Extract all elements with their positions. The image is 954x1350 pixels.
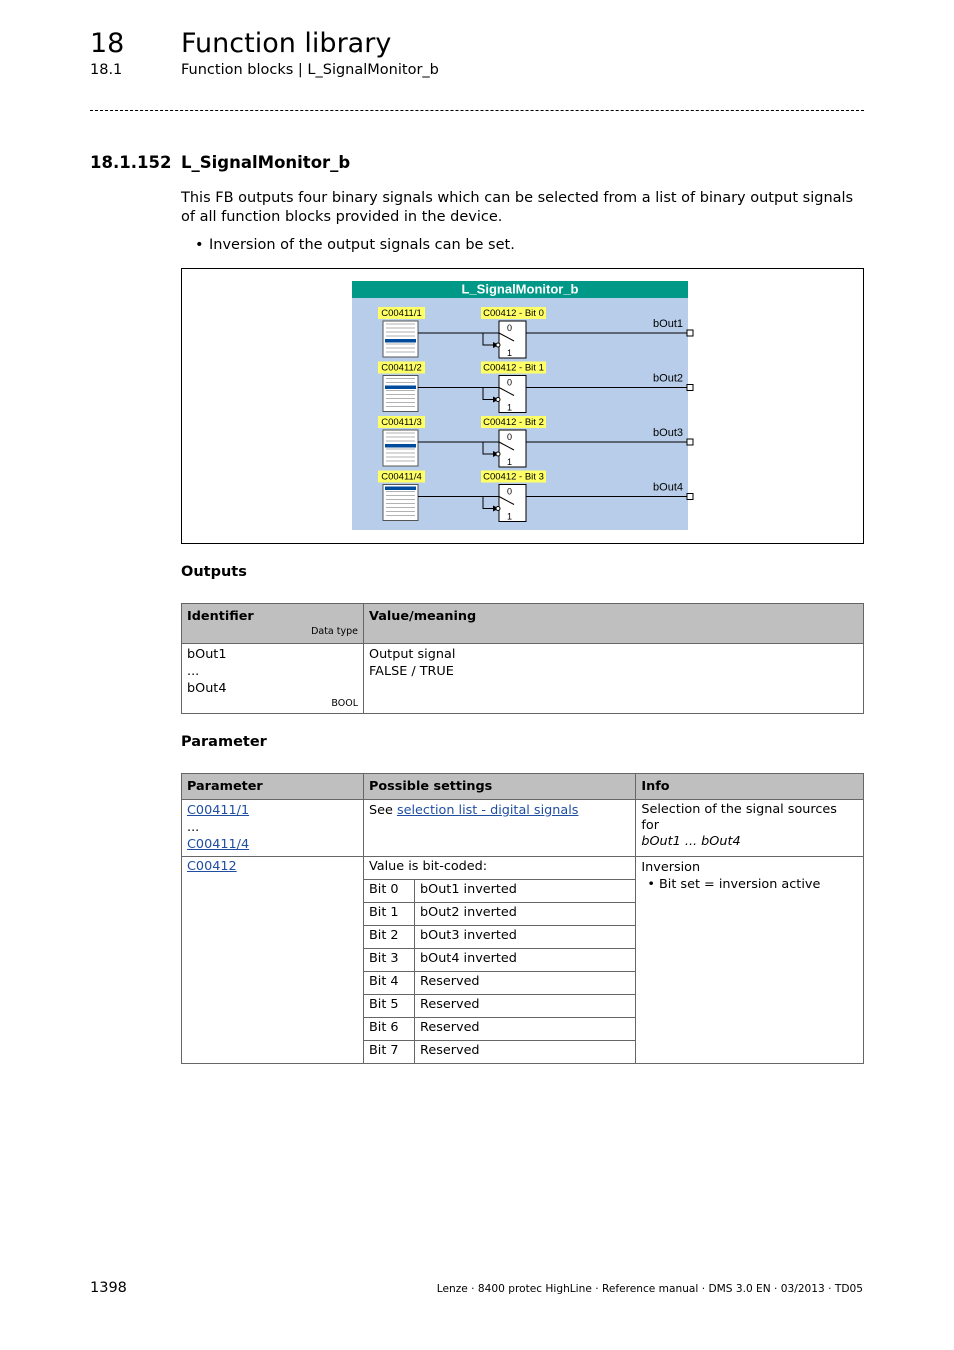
- bit-meaning: bOut4 inverted: [415, 949, 636, 972]
- parameter-heading: Parameter: [181, 734, 267, 750]
- diagram-frame: [181, 268, 864, 544]
- parameter-table: [181, 773, 864, 1064]
- output-label: bOut4: [653, 481, 683, 494]
- header-divider: [90, 110, 864, 111]
- heading-title: L_SignalMonitor_b: [181, 153, 351, 172]
- col-parameter: Parameter: [182, 774, 364, 800]
- inverter-switch-box: [499, 485, 526, 522]
- invert-bubble: [496, 452, 500, 456]
- output-value-line1: Output signal: [369, 647, 456, 662]
- bit-label: Bit 5: [364, 995, 415, 1018]
- param-cell: [182, 800, 364, 857]
- switch-label-0: 0: [507, 323, 513, 333]
- info-inversion-title: Inversion: [641, 860, 701, 875]
- selector-label: C00411/3: [381, 417, 422, 428]
- bit-meaning: Reserved: [415, 995, 636, 1018]
- col-value: Value/meaning: [364, 604, 864, 644]
- bit-label: Bit 3: [364, 949, 415, 972]
- switch-label-0: 0: [507, 486, 513, 497]
- section-title: Function blocks | L_SignalMonitor_b: [181, 62, 439, 78]
- info-line1: Selection of the signal sources for: [641, 802, 837, 833]
- bit-label: Bit 4: [364, 972, 415, 995]
- bullet-item: [195, 237, 515, 253]
- param-ellipsis: ...: [187, 820, 200, 835]
- output-label: bOut3: [653, 427, 683, 439]
- output-value-line2: FALSE / TRUE: [369, 664, 454, 679]
- bitcoded-cell: Value is bit-coded:: [364, 857, 636, 880]
- output-port: [687, 494, 693, 500]
- footer-text: Lenze · 8400 protec HighLine · Reference manual · DMS 3.0 EN · 03/2013 · TD05: [436, 1283, 863, 1295]
- switch-label-1: 1: [507, 511, 513, 522]
- switch-label-1: 1: [507, 457, 513, 467]
- output-id-ellipsis: ...: [187, 664, 200, 679]
- info-inversion-bullet-text: Bit set = inversion active: [658, 877, 821, 892]
- selector-label: C00411/1: [381, 308, 422, 319]
- link-c00411-4[interactable]: C00411/4: [187, 837, 250, 852]
- switch-label-1: 1: [507, 402, 513, 413]
- output-id-first: bOut1: [187, 647, 227, 662]
- chapter-title: Function library: [181, 28, 392, 59]
- bit-meaning: Reserved: [415, 1018, 636, 1041]
- settings-prefix: See: [369, 803, 397, 818]
- bit-label: C00412 - Bit 3: [483, 471, 544, 483]
- inverter-switch-box: [499, 321, 526, 358]
- switch-label-0: 0: [507, 377, 513, 388]
- fb-title: L_SignalMonitor_b: [461, 281, 579, 297]
- bit-label: C00412 - Bit 1: [483, 362, 544, 374]
- bit-label: Bit 6: [364, 1018, 415, 1041]
- bit-label: Bit 1: [364, 903, 415, 926]
- selector-list-selected-bar: [385, 487, 416, 491]
- link-selection-list[interactable]: selection list - digital signals: [396, 803, 579, 818]
- output-label: bOut1: [653, 318, 683, 330]
- switch-label-1: 1: [507, 348, 513, 358]
- bullet-dot: •: [195, 237, 204, 253]
- bit-meaning: bOut2 inverted: [415, 903, 636, 926]
- info-line2: bOut1 ... bOut4: [641, 834, 741, 849]
- settings-cell: [364, 800, 636, 857]
- output-label: bOut2: [653, 372, 683, 385]
- bit-meaning: bOut3 inverted: [415, 926, 636, 949]
- info-inversion-bullet: • Bit set = inversion active: [647, 877, 821, 892]
- outputs-heading: Outputs: [181, 564, 247, 580]
- link-c00412[interactable]: C00412: [187, 859, 237, 874]
- output-port: [687, 439, 693, 445]
- info-inversion-cell: [636, 857, 864, 1064]
- switch-label-0: 0: [507, 432, 513, 442]
- bit-meaning: bOut1 inverted: [415, 880, 636, 903]
- page-number: 1398: [90, 1280, 127, 1296]
- link-c00411-1[interactable]: C00411/1: [187, 803, 250, 818]
- table-row: [182, 857, 864, 880]
- output-id-last: bOut4: [187, 681, 227, 696]
- bit-label: Bit 2: [364, 926, 415, 949]
- intro-paragraph: This FB outputs four binary signals which can be selected from a list of binary output signals of all function blocks provided in the device.: [181, 190, 854, 225]
- output-value-cell: [364, 644, 864, 714]
- heading-number: 18.1.152: [90, 153, 172, 172]
- bit-meaning: Reserved: [415, 972, 636, 995]
- bit-label: C00412 - Bit 0: [483, 308, 544, 319]
- col-identifier-label: Identifier: [187, 609, 254, 624]
- info-cell: [636, 800, 864, 857]
- bit-label: C00412 - Bit 2: [483, 417, 544, 428]
- outputs-table: [181, 603, 864, 714]
- col-info: Info: [636, 774, 864, 800]
- bullet-text: Inversion of the output signals can be set.: [209, 237, 515, 253]
- section-number: 18.1: [90, 62, 123, 78]
- bit-label: Bit 7: [364, 1041, 415, 1064]
- bit-label: Bit 0: [364, 880, 415, 903]
- output-identifier-cell: [182, 644, 364, 714]
- invert-bubble: [496, 398, 500, 402]
- output-datatype: BOOL: [331, 698, 358, 709]
- col-settings: Possible settings: [364, 774, 636, 800]
- inverter-switch-box: [499, 376, 526, 413]
- chapter-number: 18: [90, 28, 125, 59]
- function-block-diagram: [182, 269, 863, 543]
- output-port: [687, 385, 693, 391]
- param-c00412-cell: [182, 857, 364, 1064]
- col-identifier: [182, 604, 364, 644]
- selector-label: C00411/2: [381, 362, 422, 374]
- invert-bubble: [496, 507, 500, 511]
- col-datatype-label: Data type: [311, 626, 358, 637]
- selector-list-selected-bar: [385, 444, 416, 448]
- invert-bubble: [496, 343, 500, 347]
- table-row: [182, 800, 864, 857]
- selector-list-selected-bar: [385, 386, 416, 390]
- selector-list-selected-bar: [385, 339, 416, 343]
- output-port: [687, 330, 693, 336]
- selector-label: C00411/4: [381, 471, 422, 483]
- inverter-switch-box: [499, 430, 526, 467]
- bit-meaning: Reserved: [415, 1041, 636, 1064]
- table-row: [182, 644, 864, 714]
